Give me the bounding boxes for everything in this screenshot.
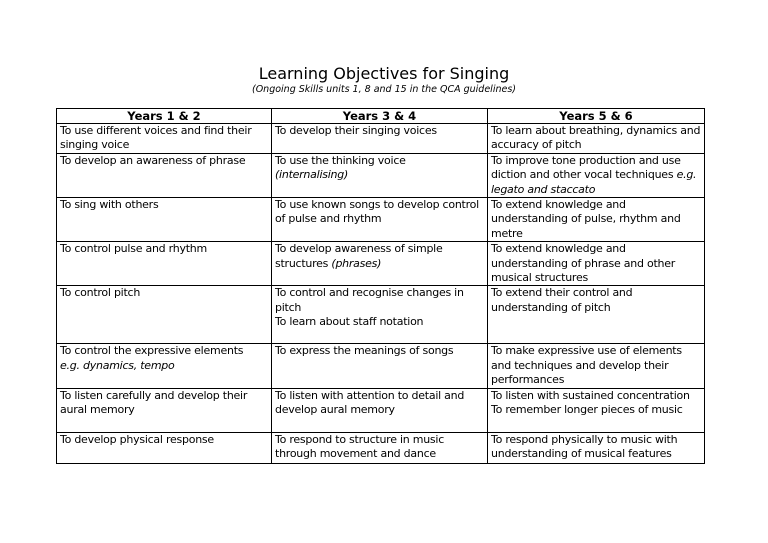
cell-text: To use different voices and find their singing voice [60, 124, 252, 152]
table-cell [488, 198, 705, 242]
table-cell [272, 388, 488, 432]
cell-text: To control pulse and rhythm [60, 242, 207, 256]
cell-text: To remember longer pieces of music [491, 403, 683, 417]
table-cell [57, 432, 272, 463]
table-row [57, 198, 705, 242]
table-cell [57, 124, 272, 154]
cell-text: To develop their singing voices [275, 124, 437, 137]
cell-text: To listen with sustained concentration [491, 388, 690, 402]
cell-text-italic: legato and staccato [491, 182, 596, 196]
document-title: Learning Objectives for Singing [258, 64, 510, 83]
table-cell [57, 344, 272, 388]
table-cell [272, 432, 488, 463]
cell-text: To control the expressive elements [60, 344, 244, 358]
table-row [57, 242, 705, 286]
cell-text: To listen carefully and develop their aural memory [60, 388, 248, 417]
table-cell [488, 344, 705, 388]
cell-text: To express the meanings of songs [275, 344, 454, 358]
header-years-1-2: Years 1 & 2 [57, 109, 272, 124]
table-cell [488, 242, 705, 286]
table-cell [272, 153, 488, 197]
table-cell [488, 124, 705, 154]
cell-text: To make expressive use of elements and techniques and develop their performances [491, 344, 682, 387]
cell-text: To develop physical response [60, 432, 214, 446]
table-cell [57, 388, 272, 432]
cell-text: To respond physically to music with understanding of musical features [491, 432, 678, 461]
table-cell [57, 286, 272, 344]
cell-text: To improve tone production and use diction and other vocal techniques [491, 153, 681, 182]
cell-text: To use known songs to develop control of pulse and rhythm [275, 198, 479, 226]
table-row [57, 124, 705, 154]
cell-text: To develop awareness of simple structures [275, 242, 443, 270]
cell-text: To learn about breathing, dynamics and accuracy of pitch [491, 124, 701, 152]
table-cell [488, 388, 705, 432]
cell-text: To extend knowledge and understanding of pulse, rhythm and metre [491, 198, 681, 240]
cell-text: To extend knowledge and understanding of phrase and other musical structures [491, 242, 676, 285]
cell-text: To develop an awareness of phrase [60, 153, 246, 167]
table-cell [488, 153, 705, 197]
table-row [57, 388, 705, 432]
table-row [57, 286, 705, 344]
table-cell [488, 432, 705, 463]
cell-text: To learn about staff notation [275, 315, 424, 329]
cell-text: To sing with others [60, 198, 159, 212]
cell-text: To listen with attention to detail and develop aural memory [275, 388, 465, 417]
table-row [57, 432, 705, 463]
cell-text: To control and recognise changes in pitch [275, 286, 464, 314]
table-cell [272, 124, 488, 154]
table-cell [488, 286, 705, 344]
header-years-5-6: Years 5 & 6 [488, 109, 705, 124]
cell-text: To respond to structure in music through movement and dance [275, 432, 445, 461]
table-cell [57, 242, 272, 286]
table-row [57, 153, 705, 197]
table-row [57, 344, 705, 388]
cell-text: To control pitch [60, 286, 141, 300]
cell-text-italic: (phrases) [331, 256, 382, 270]
table-cell [57, 153, 272, 197]
cell-text-italic: e.g. dynamics, tempo [60, 358, 175, 372]
cell-text: To use the thinking voice [275, 153, 406, 167]
table-header-row [57, 109, 705, 124]
cell-text: To extend their control and understanding of pitch [491, 286, 633, 314]
cell-text-italic: (internalising) [275, 168, 349, 182]
table-cell [272, 242, 488, 286]
table-cell [57, 198, 272, 242]
document-subtitle: (Ongoing Skills units 1, 8 and 15 in the QCA guidelines) [252, 84, 516, 95]
table-cell [272, 286, 488, 344]
header-years-3-4: Years 3 & 4 [272, 109, 488, 124]
table-cell [272, 344, 488, 388]
cell-text-italic: e.g. [676, 168, 697, 182]
table-cell [272, 198, 488, 242]
objectives-table [56, 108, 705, 464]
